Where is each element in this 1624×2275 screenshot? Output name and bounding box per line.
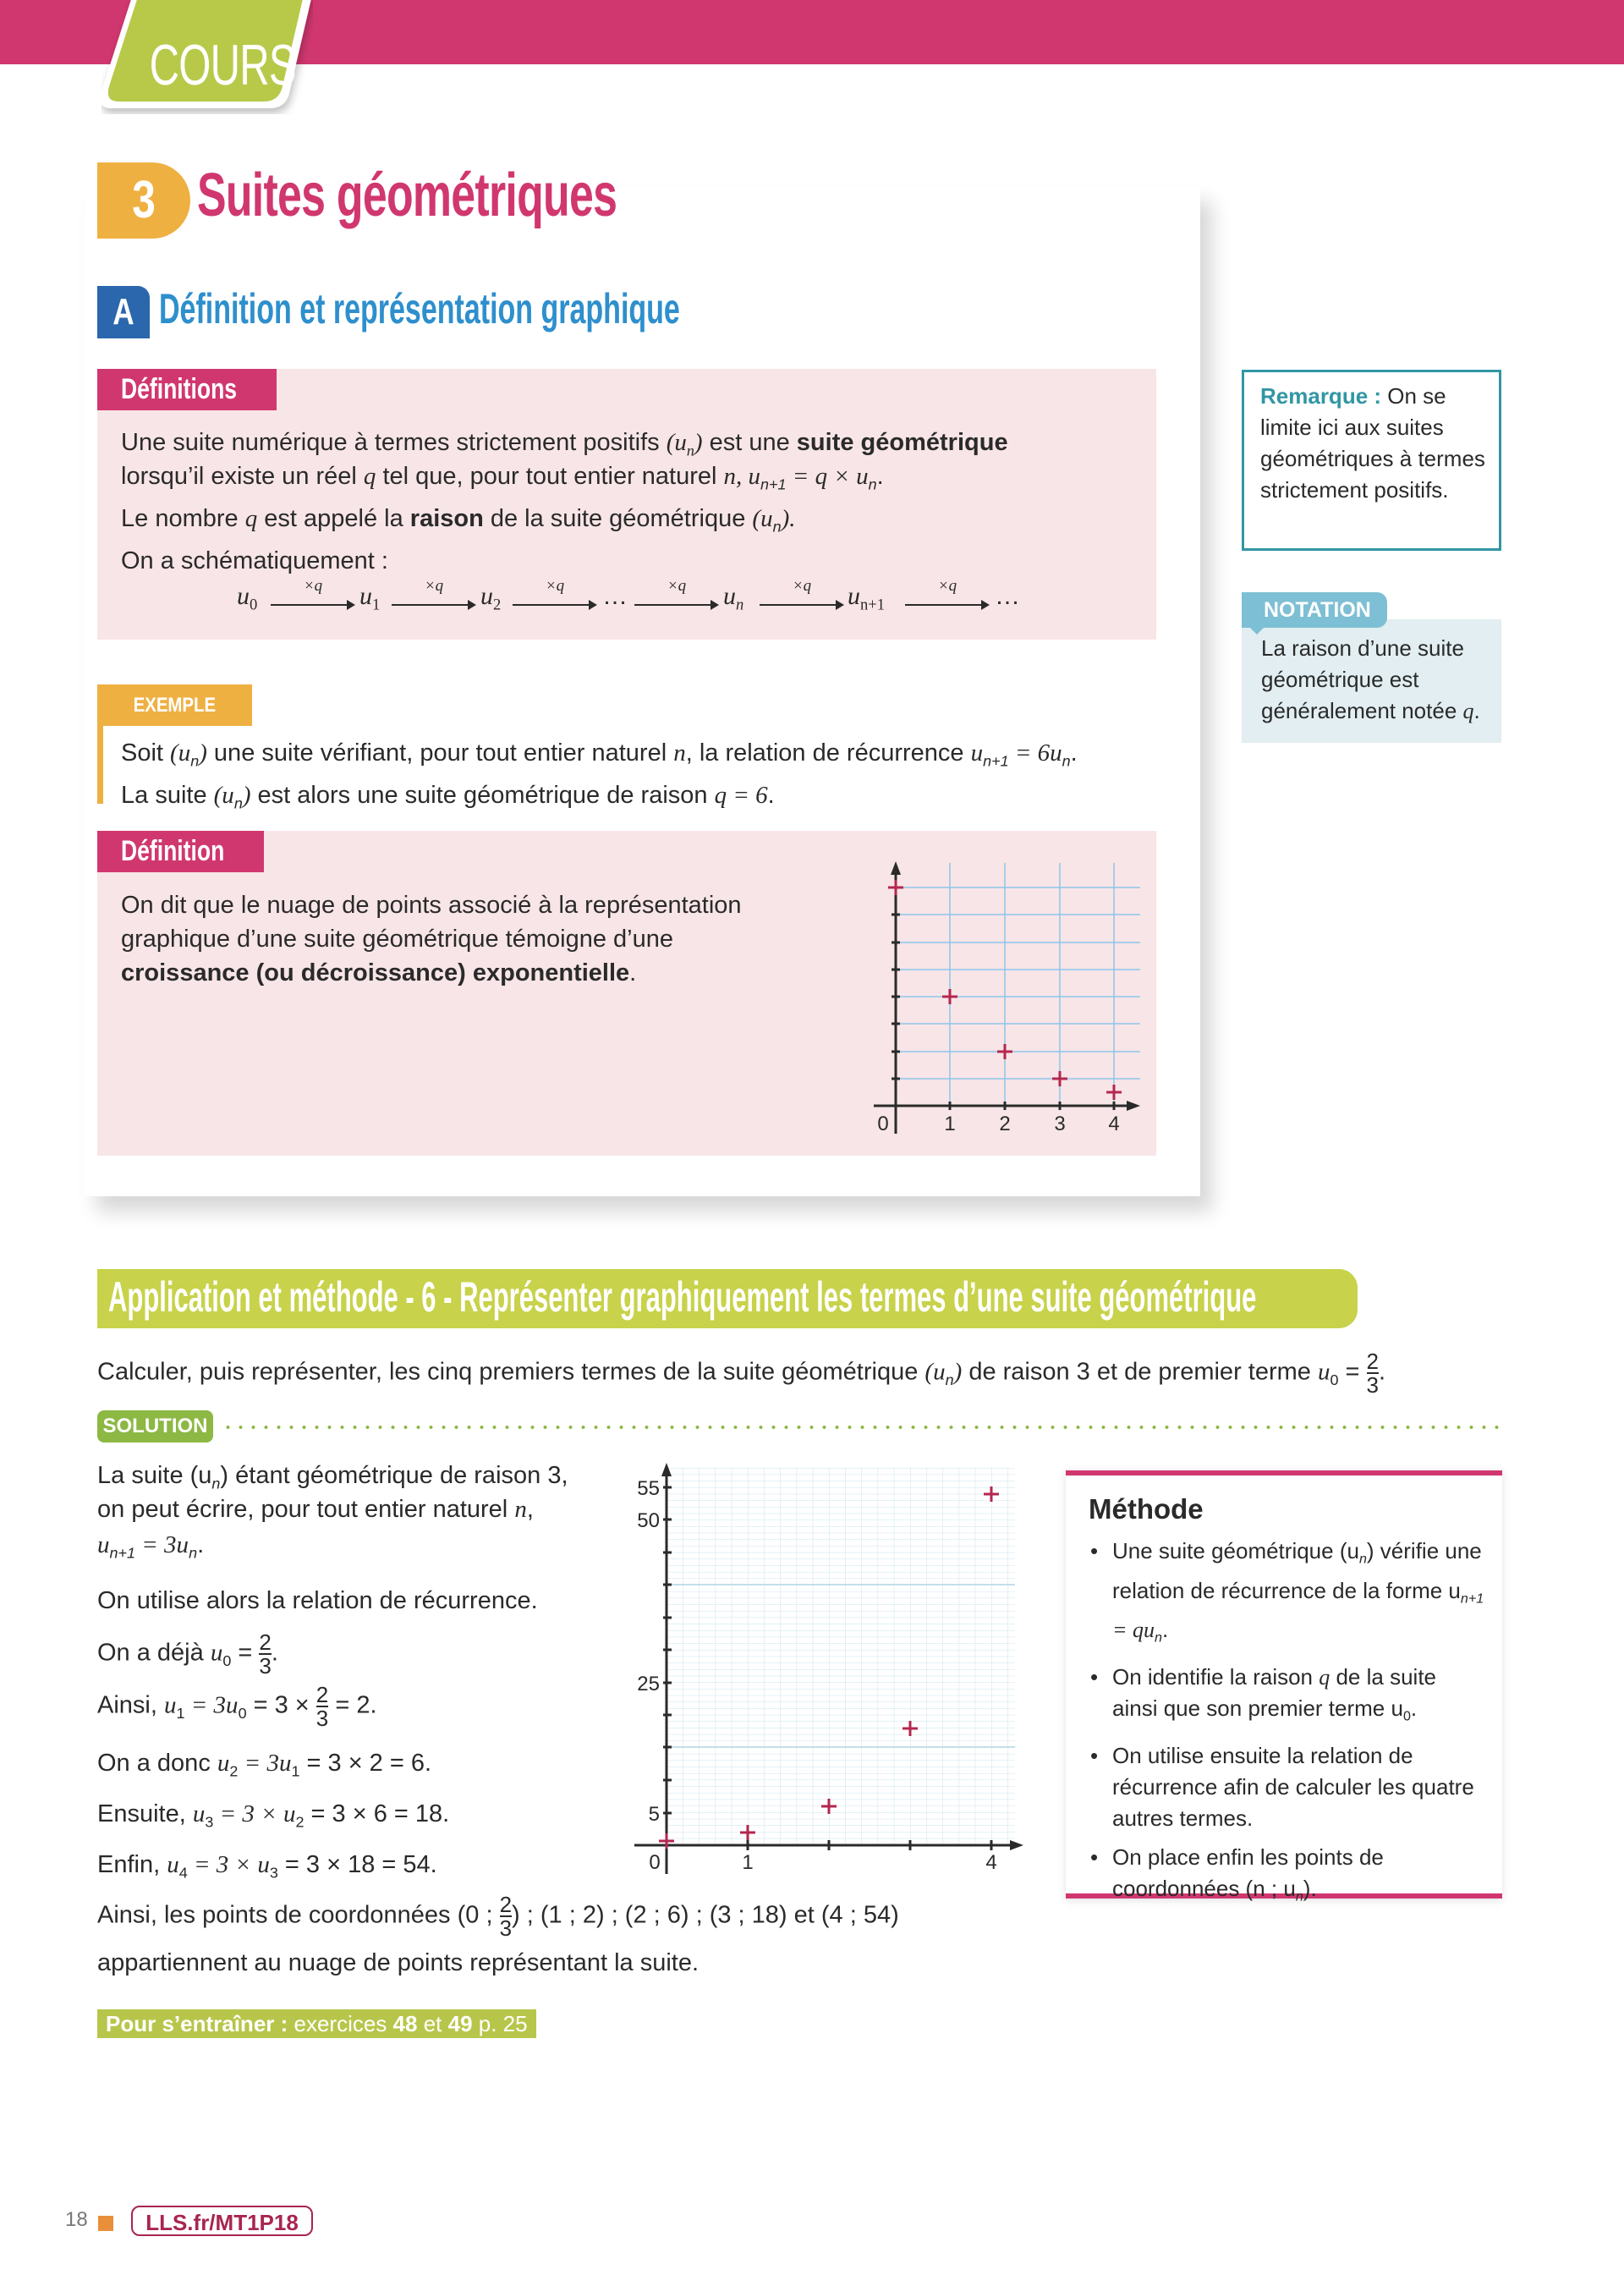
section-number: 3 (132, 171, 156, 229)
definition-line-3: Le nombre q est appelé la raison de la suite géométrique $(u_n)$. (121, 505, 796, 536)
example-side-bar (97, 726, 103, 804)
application-title: Application et méthode - 6 - Représenter graphiquement les termes d’une suite géométrique (108, 1273, 1257, 1321)
arrow-right-icon: ×q (392, 584, 476, 609)
cours-label: COURS (149, 33, 296, 97)
method-item: • Une suite géométrique $(u_n)$ vérifie une relation de récurrence de la forme $u_{n+1} = qu_n$. (1089, 1536, 1486, 1654)
notation-text: La raison d’une suite géométrique est généralement notée q. (1261, 635, 1480, 723)
definition-line-2: lorsqu’il existe un réel q tel que, pour tout entier naturel n, $u_{n+1} = q \times u_n$. (121, 463, 884, 493)
scheme-term: $u_{n+1}$ (848, 582, 886, 614)
term-raison: raison (409, 505, 484, 532)
scheme-term: $u_1$ (359, 582, 381, 614)
decay-scatter-chart (846, 846, 1159, 1134)
application-question: Calculer, puis représenter, les cinq premiers termes de la suite géométrique $(u_n)$ de raison 3 et de premier terme $u_0$ = $\frac{2}{3}$ . (97, 1349, 1386, 1398)
example-line-2: La suite $(u_n)$ est alors une suite géométrique de raison q = 6. (121, 782, 775, 812)
svg-text:5: 5 (648, 1803, 660, 1826)
scheme-term: $u_n$ (723, 582, 744, 614)
svg-text:0: 0 (649, 1851, 661, 1874)
definitions-tag: Définitions (97, 369, 277, 410)
definition-line-4: On a schématiquement : (121, 547, 388, 574)
subsection-title: Définition et représentation graphique (159, 285, 680, 332)
svg-text:1: 1 (944, 1113, 956, 1134)
scheme-ellipsis: … (602, 582, 628, 610)
growth-scatter-chart (626, 1459, 1023, 1874)
arrow-right-icon: ×q (634, 584, 719, 609)
subsection-letter: A (112, 291, 134, 332)
page-marker-icon (98, 2216, 113, 2231)
svg-text:55: 55 (637, 1477, 660, 1500)
page-number: 18 (65, 2208, 88, 2231)
example-line-1: Soit $(u_n)$ une suite vérifiant, pour tout entier naturel n, la relation de récurrence $u_{n+1} = 6u_n$. (121, 739, 1078, 770)
example-tag: EXEMPLE (97, 684, 252, 726)
arrow-right-icon: ×q (271, 584, 355, 609)
scheme-term: $u_0$ (237, 582, 258, 614)
lls-link-button[interactable]: LLS.fr/MT1P18 (131, 2206, 313, 2236)
training-exercises-banner[interactable]: Pour s’entraîner : exercices 48 et 49 p. 25 (97, 2009, 536, 2038)
remark-text: Remarque : On se limite ici aux suites géométriques à termes strictement positifs. (1260, 383, 1485, 503)
svg-text:4: 4 (1108, 1113, 1120, 1134)
svg-text:4: 4 (985, 1851, 997, 1874)
term-suite-geometrique: suite géométrique (796, 429, 1008, 456)
arrow-right-icon: ×q (760, 584, 844, 609)
arrow-right-icon: ×q (513, 584, 597, 609)
svg-text:3: 3 (1054, 1113, 1066, 1134)
example-text (121, 736, 1078, 820)
method-item: • On identifie la raison q de la suite ainsi que son premier terme $u_0$. (1089, 1662, 1486, 1733)
arrow-right-icon: ×q (905, 584, 990, 609)
solution-badge: SOLUTION (97, 1410, 213, 1442)
notation-tag: NOTATION (1242, 592, 1387, 628)
scheme-term: $u_2$ (480, 582, 502, 614)
section-title: Suites géométriques (197, 162, 617, 229)
method-list (1089, 1536, 1486, 1920)
definitions-text (121, 426, 1008, 586)
dotted-separator (222, 1426, 1501, 1429)
svg-text:1: 1 (742, 1851, 754, 1874)
geometric-scheme (237, 577, 1040, 633)
method-item: • On place enfin les points de coordonnées (n ; $u_n$). (1089, 1842, 1486, 1913)
method-item: • On utilise ensuite la relation de récurrence afin de calculer les quatre autres termes. (1089, 1740, 1486, 1834)
definition-exponential-text: On dit que le nuage de points associé à la représentation graphique d’une suite géométrique témoigne d’une croissance (ou décroissance) exponentielle. (121, 892, 742, 986)
definition-line-1: Une suite numérique à termes strictement positifs $(u_n)$ est une suite géométrique (121, 429, 1008, 459)
svg-text:25: 25 (637, 1673, 660, 1695)
svg-text:50: 50 (637, 1509, 660, 1532)
scheme-ellipsis: … (995, 582, 1020, 610)
definition-tag: Définition (97, 831, 264, 872)
method-title: Méthode (1089, 1493, 1204, 1525)
svg-text:2: 2 (999, 1113, 1011, 1134)
svg-text:0: 0 (877, 1113, 889, 1134)
